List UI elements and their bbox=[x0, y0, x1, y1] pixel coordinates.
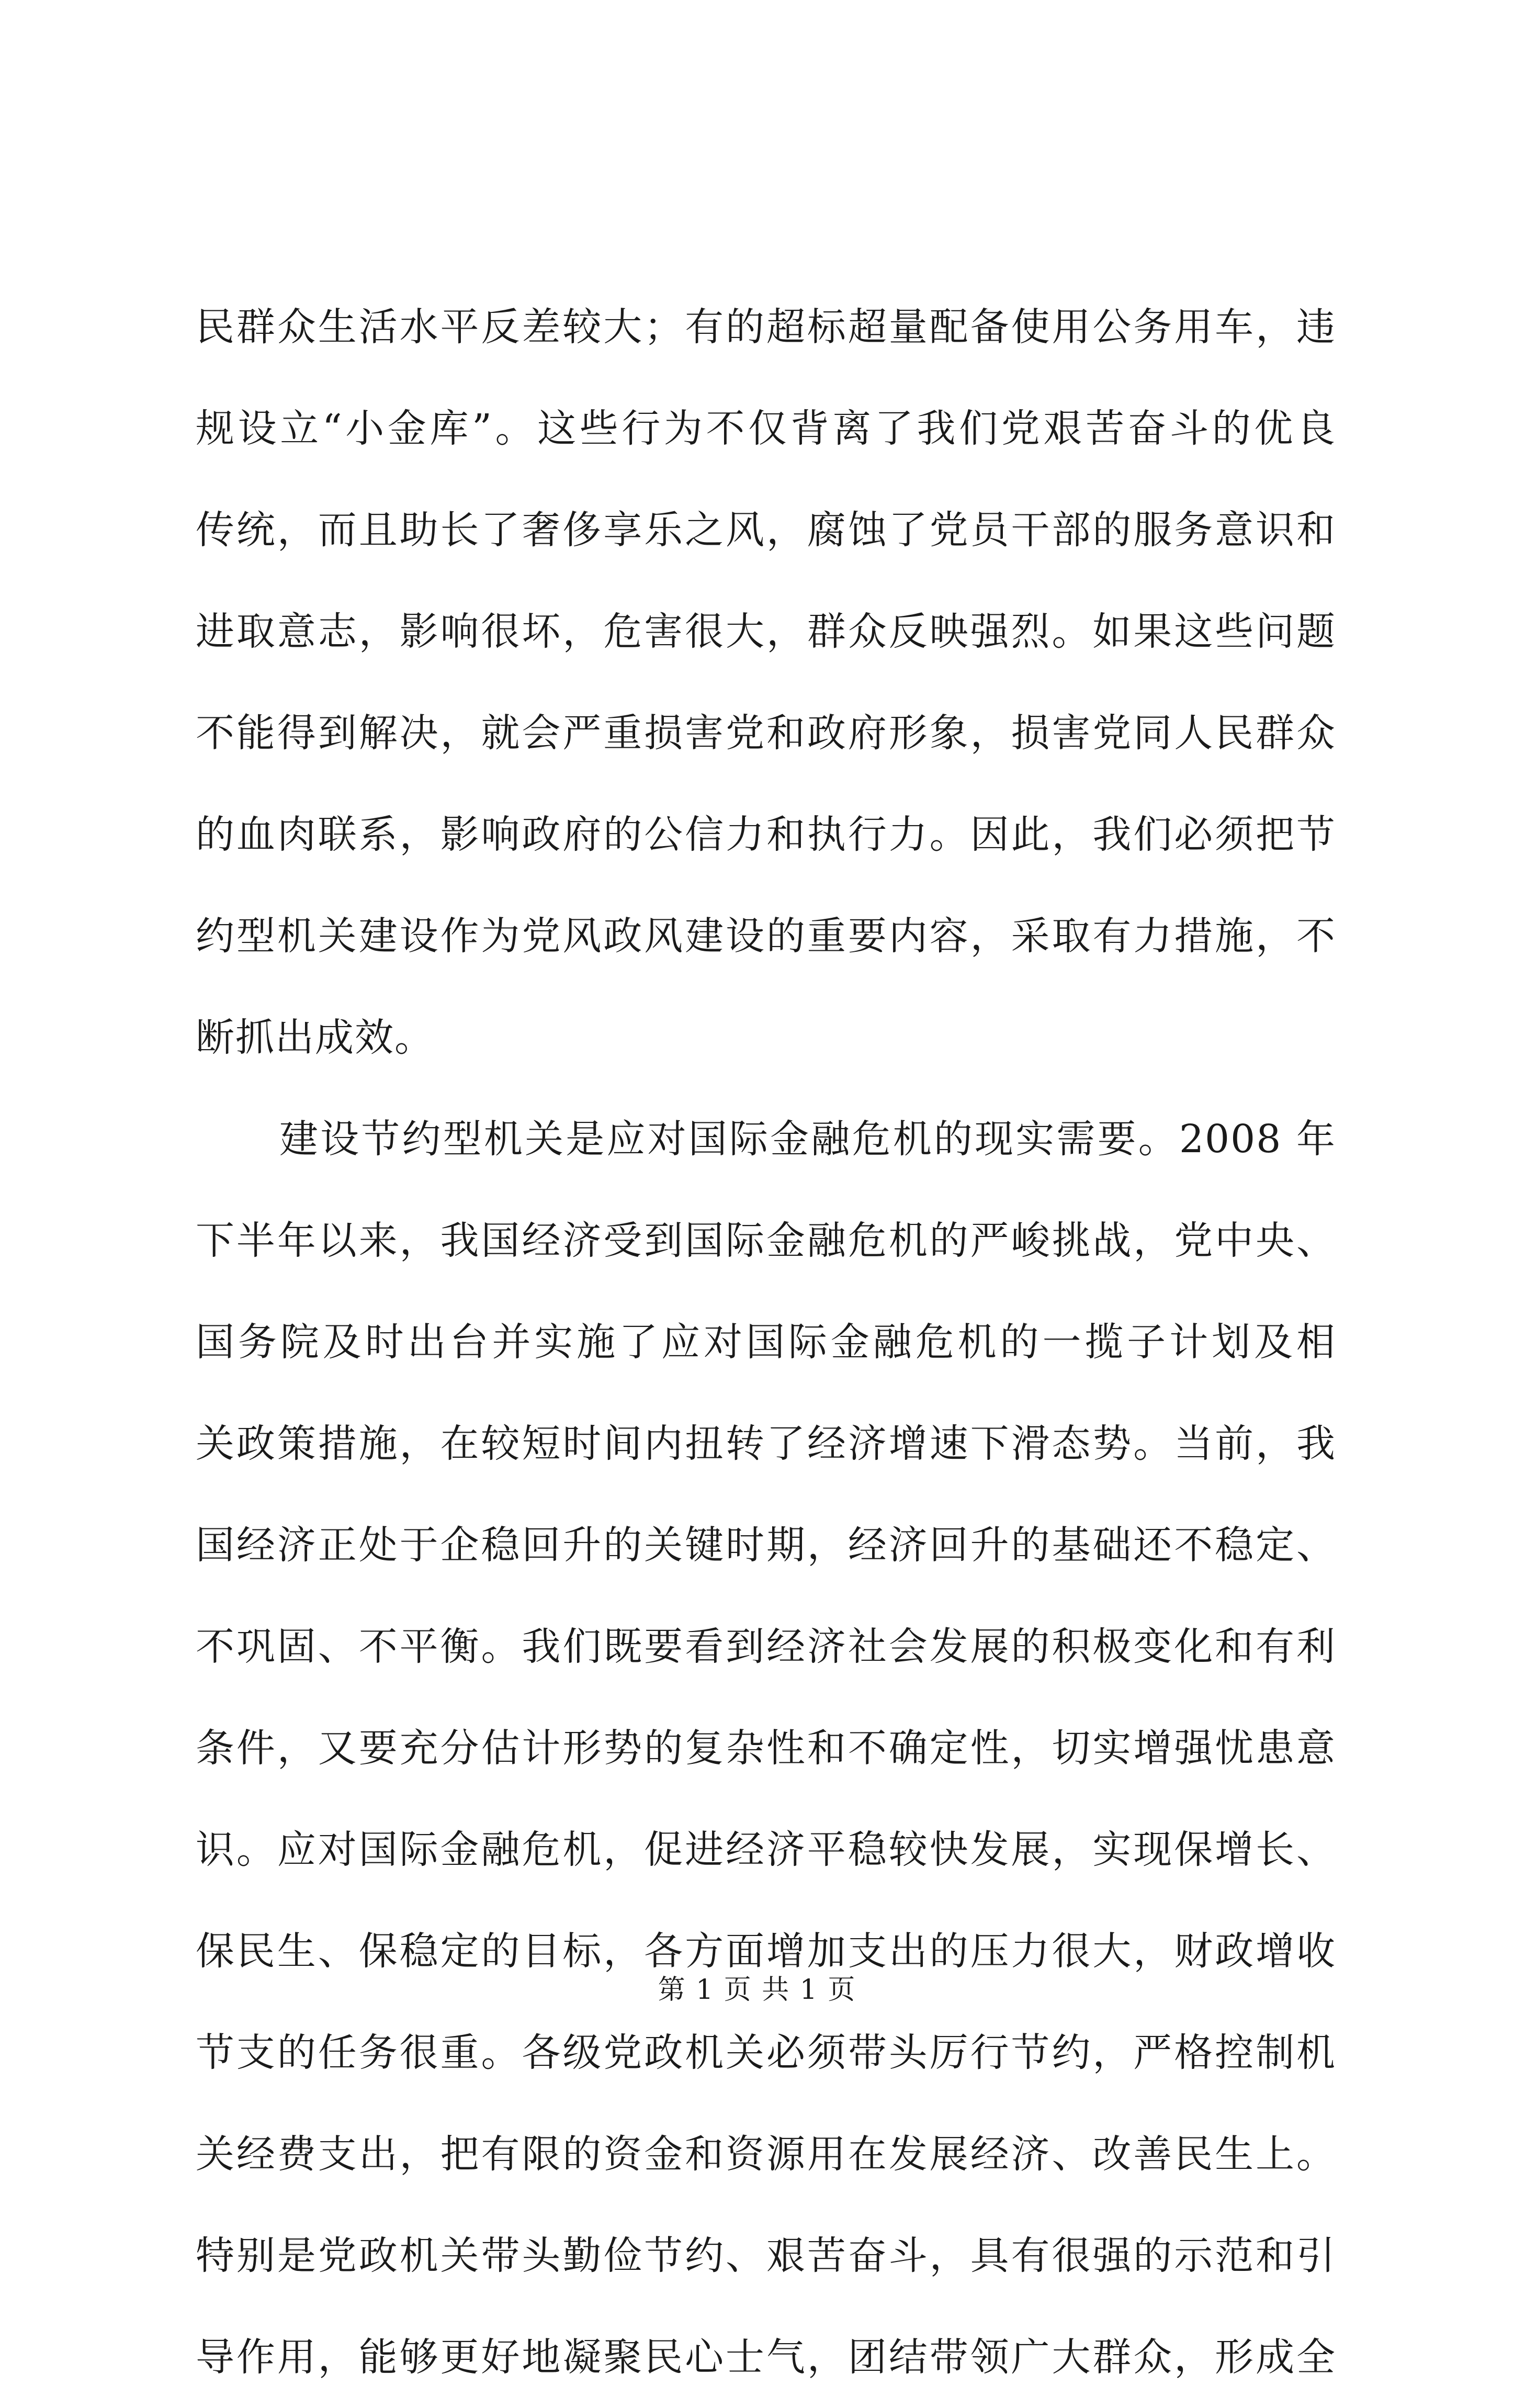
page-footer bbox=[0, 1967, 1514, 2007]
text-line: 民群众生活水平反差较大；有的超标超量配备使用公务用车，违 bbox=[196, 305, 1336, 350]
text-line: 不能得到解决，就会严重损害党和政府形象，损害党同人民群众 bbox=[196, 711, 1336, 756]
text-line: 进取意志，影响很坏，危害很大，群众反映强烈。如果这些问题 bbox=[196, 609, 1336, 654]
text-line: 节支的任务很重。各级党政机关必须带头厉行节约，严格控制机 bbox=[196, 2030, 1336, 2075]
text-line: 的血肉联系，影响政府的公信力和执行力。因此，我们必须把节 bbox=[196, 812, 1336, 857]
text-line: 国经济正处于企稳回升的关键时期，经济回升的基础还不稳定、 bbox=[196, 1523, 1336, 1568]
page-number-label: 第 1 页 共 1 页 bbox=[658, 1974, 856, 2006]
text-line: 约型机关建设作为党风政风建设的重要内容，采取有力措施，不 bbox=[196, 914, 1336, 959]
text-line: 传统，而且助长了奢侈享乐之风，腐蚀了党员干部的服务意识和 bbox=[196, 508, 1336, 553]
text-line: 保民生、保稳定的目标，各方面增加支出的压力很大，财政增收 bbox=[196, 1929, 1336, 1974]
document-body bbox=[196, 276, 1336, 2408]
text-line: 特别是党政机关带头勤俭节约、艰苦奋斗，具有很强的示范和引 bbox=[196, 2233, 1336, 2278]
text-line: 国务院及时出台并实施了应对国际金融危机的一揽子计划及相 bbox=[196, 1320, 1336, 1365]
text-line: 导作用，能够更好地凝聚民心士气，团结带领广大群众，形成全 bbox=[196, 2335, 1336, 2380]
text-line: 断抓出成效。 bbox=[196, 1015, 434, 1060]
text-line: 识。应对国际金融危机，促进经济平稳较快发展，实现保增长、 bbox=[196, 1827, 1336, 1872]
text-line: 不巩固、不平衡。我们既要看到经济社会发展的积极变化和有利 bbox=[196, 1624, 1336, 1669]
text-line: 下半年以来，我国经济受到国际金融危机的严峻挑战，党中央、 bbox=[196, 1218, 1336, 1263]
text-line: 关政策措施，在较短时间内扭转了经济增速下滑态势。当前，我 bbox=[196, 1421, 1336, 1466]
paragraph-first-line: 建设节约型机关是应对国际金融危机的现实需要。2008 年 bbox=[279, 1117, 1336, 1162]
text-line: 规设立“小金库”。这些行为不仅背离了我们党艰苦奋斗的优良 bbox=[196, 406, 1336, 451]
text-line: 关经费支出，把有限的资金和资源用在发展经济、改善民生上。 bbox=[196, 2132, 1336, 2177]
text-line: 条件，又要充分估计形势的复杂性和不确定性，切实增强忧患意 bbox=[196, 1726, 1336, 1771]
